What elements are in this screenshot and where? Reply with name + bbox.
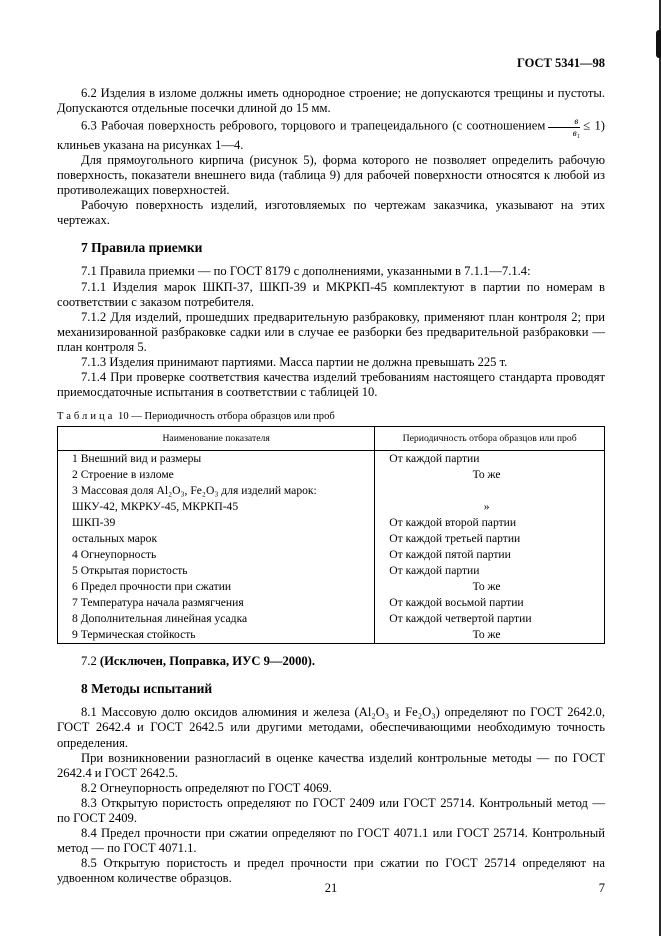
paragraph-8-2: 8.2 Огнеупорность определяют по ГОСТ 4069. — [81, 780, 332, 795]
indicator-cell: 6 Предел прочности при сжатии — [58, 579, 375, 595]
page-footer — [57, 881, 605, 896]
paragraph-7-2 — [57, 654, 605, 669]
periodicity-cell: От каждой третьей партии — [389, 532, 521, 546]
table-row — [58, 515, 605, 531]
paragraph-7-1-1: 7.1.1 Изделия марок ШКП-37, ШКП-39 и МКРКП-45 комплектуют в партии по номерам в соответствии с заказом потребителя. — [57, 279, 605, 309]
paragraph-6-3-after: ≤ 1) клиньев указана на рисунках 1—4. — [57, 118, 605, 152]
table-row — [58, 467, 605, 483]
paragraph-8-4: 8.4 Предел прочности при сжатии определяют по ГОСТ 4071.1 или ГОСТ 25714. Контрольный метод — по ГОСТ 4071.1. — [57, 826, 605, 856]
column-header-indicator: Наименование показателя — [58, 427, 375, 451]
indicator-cell: 7 Температура начала размягчения — [58, 595, 375, 611]
table-caption-word: Таблица — [57, 411, 116, 423]
indicator-cell: 4 Огнеупорность — [58, 547, 375, 563]
table-row — [58, 611, 605, 627]
periodicity-cell — [375, 483, 605, 499]
paragraph-6-2: 6.2 Изделия в изломе должны иметь однородное строение; не допускаются трещины и пустоты. Допускаются отдельные посечки длиной до 15 мм. — [57, 86, 605, 116]
indicator-cell: 1 Внешний вид и размеры — [58, 451, 375, 468]
indicator-cell: 3 Массовая доля Al₂O₃, Fe₂O₃ для изделий марок: — [58, 483, 375, 499]
indicator-cell: 9 Термическая стойкость — [58, 627, 375, 644]
table-row — [58, 579, 605, 595]
periodicity-cell: От каждой пятой партии — [389, 548, 511, 562]
paragraph-drawings: Рабочую поверхность изделий, изготовляемых по чертежам заказчика, указывают на этих чертежах. — [57, 198, 605, 228]
section-8-heading: 8 Методы испытаний — [81, 681, 213, 697]
fraction-numerator: в — [548, 116, 580, 127]
paragraph-7-1-4: 7.1.4 При проверке соответствия качества изделий требованиям настоящего стандарта проводят приемосдаточные испытания в соответствии с таблицей 10. — [57, 370, 605, 400]
table-row — [58, 451, 605, 468]
periodicity-cell: » — [483, 500, 490, 514]
table-header-row — [58, 427, 605, 451]
fraction-b-over-b1 — [548, 116, 580, 138]
table-row — [58, 563, 605, 579]
periodicity-cell: От каждой четвертой партии — [389, 612, 532, 626]
paragraph-8-1-note: При возникновении разногласий в оценке качества изделий контрольные методы — по ГОСТ 2642.4 и ГОСТ 2642.5. — [57, 750, 605, 780]
paragraph-7-1-3: 7.1.3 Изделия принимают партиями. Масса партии не должна превышать 225 т. — [81, 355, 508, 369]
table-row — [58, 627, 605, 644]
periodicity-cell: От каждой партии — [389, 564, 480, 578]
doc-code: ГОСТ 5341—98 — [516, 56, 605, 70]
indicator-cell: ШКУ-42, МКРКУ-45, МКРКП-45 — [58, 499, 375, 515]
indicator-cell: 5 Открытая пористость — [58, 563, 375, 579]
indicator-cell: ШКП-39 — [58, 515, 375, 531]
table-row — [58, 595, 605, 611]
indicator-cell: остальных марок — [58, 531, 375, 547]
section-7-heading: 7 Правила приемки — [81, 240, 203, 256]
paragraph-7-2-number: 7.2 — [81, 654, 97, 669]
document-content — [57, 56, 605, 887]
page-number-right: 7 — [598, 881, 605, 895]
scan-mark — [656, 30, 661, 58]
table-caption-rest: 10 — Периодичность отбора образцов или проб — [118, 411, 335, 423]
table-row — [58, 483, 605, 499]
paragraph-8-1: 8.1 Массовую долю оксидов алюминия и железа (Al₂O₃ и Fe₂O₃) определяют по ГОСТ 2642.0, ГОСТ 2642.4 и ГОСТ 2642.5 или другими методами, обеспечивающими необходимую точность определения. — [57, 705, 605, 750]
paragraph-rect-brick: Для прямоугольного кирпича (рисунок 5), форма которого не позволяет определить рабочую поверхность, показатели внешнего вида (таблица 9) для рабочей поверхности относятся к любой из противолежащих поверхностей. — [57, 152, 605, 198]
periodicity-cell: То же — [472, 468, 501, 482]
column-header-periodicity: Периодичность отбора образцов или проб — [375, 427, 605, 451]
paragraph-6-3-before: 6.3 Рабочая поверхность ребрового, торцового и трапецеидального (с соотношением — [81, 118, 546, 133]
indicator-cell: 2 Строение в изломе — [58, 467, 375, 483]
periodicity-cell: От каждой партии — [389, 452, 480, 466]
paragraph-8-5: 8.5 Открытую пористость и предел прочности при сжатии по ГОСТ 25714 определяют на удвоенном количестве образцов. — [57, 856, 605, 886]
table10-caption — [57, 410, 605, 423]
paragraph-7-1-2: 7.1.2 Для изделий, прошедших предварительную разбраковку, применяют план контроля 2; при механизированной разбраковке садки или в случае ее разборки без предварительной разбраковки — план контроля 5. — [57, 309, 605, 354]
table-row — [58, 531, 605, 547]
table-10 — [57, 426, 605, 644]
periodicity-cell: То же — [472, 628, 501, 642]
paragraph-8-3: 8.3 Открытую пористость определяют по ГОСТ 2409 или ГОСТ 25714. Контрольный метод — по ГОСТ 2409. — [57, 795, 605, 826]
periodicity-cell: То же — [472, 580, 501, 594]
table-row — [58, 499, 605, 515]
paragraph-7-1: 7.1 Правила приемки — по ГОСТ 8179 с дополнениями, указанными в 7.1.1—7.1.4: — [81, 264, 531, 279]
table10-body — [58, 451, 605, 644]
table-row — [58, 547, 605, 563]
indicator-cell: 8 Дополнительная линейная усадка — [58, 611, 375, 627]
fraction-denominator: в₁ — [572, 127, 580, 138]
page-number-center: 21 — [324, 881, 338, 895]
paragraph-6-3 — [57, 116, 605, 153]
periodicity-cell: От каждой восьмой партии — [389, 596, 524, 610]
paragraph-7-2-bold: (Исключен, Поправка, ИУС 9—2000). — [99, 654, 316, 669]
periodicity-cell: От каждой второй партии — [389, 516, 517, 530]
